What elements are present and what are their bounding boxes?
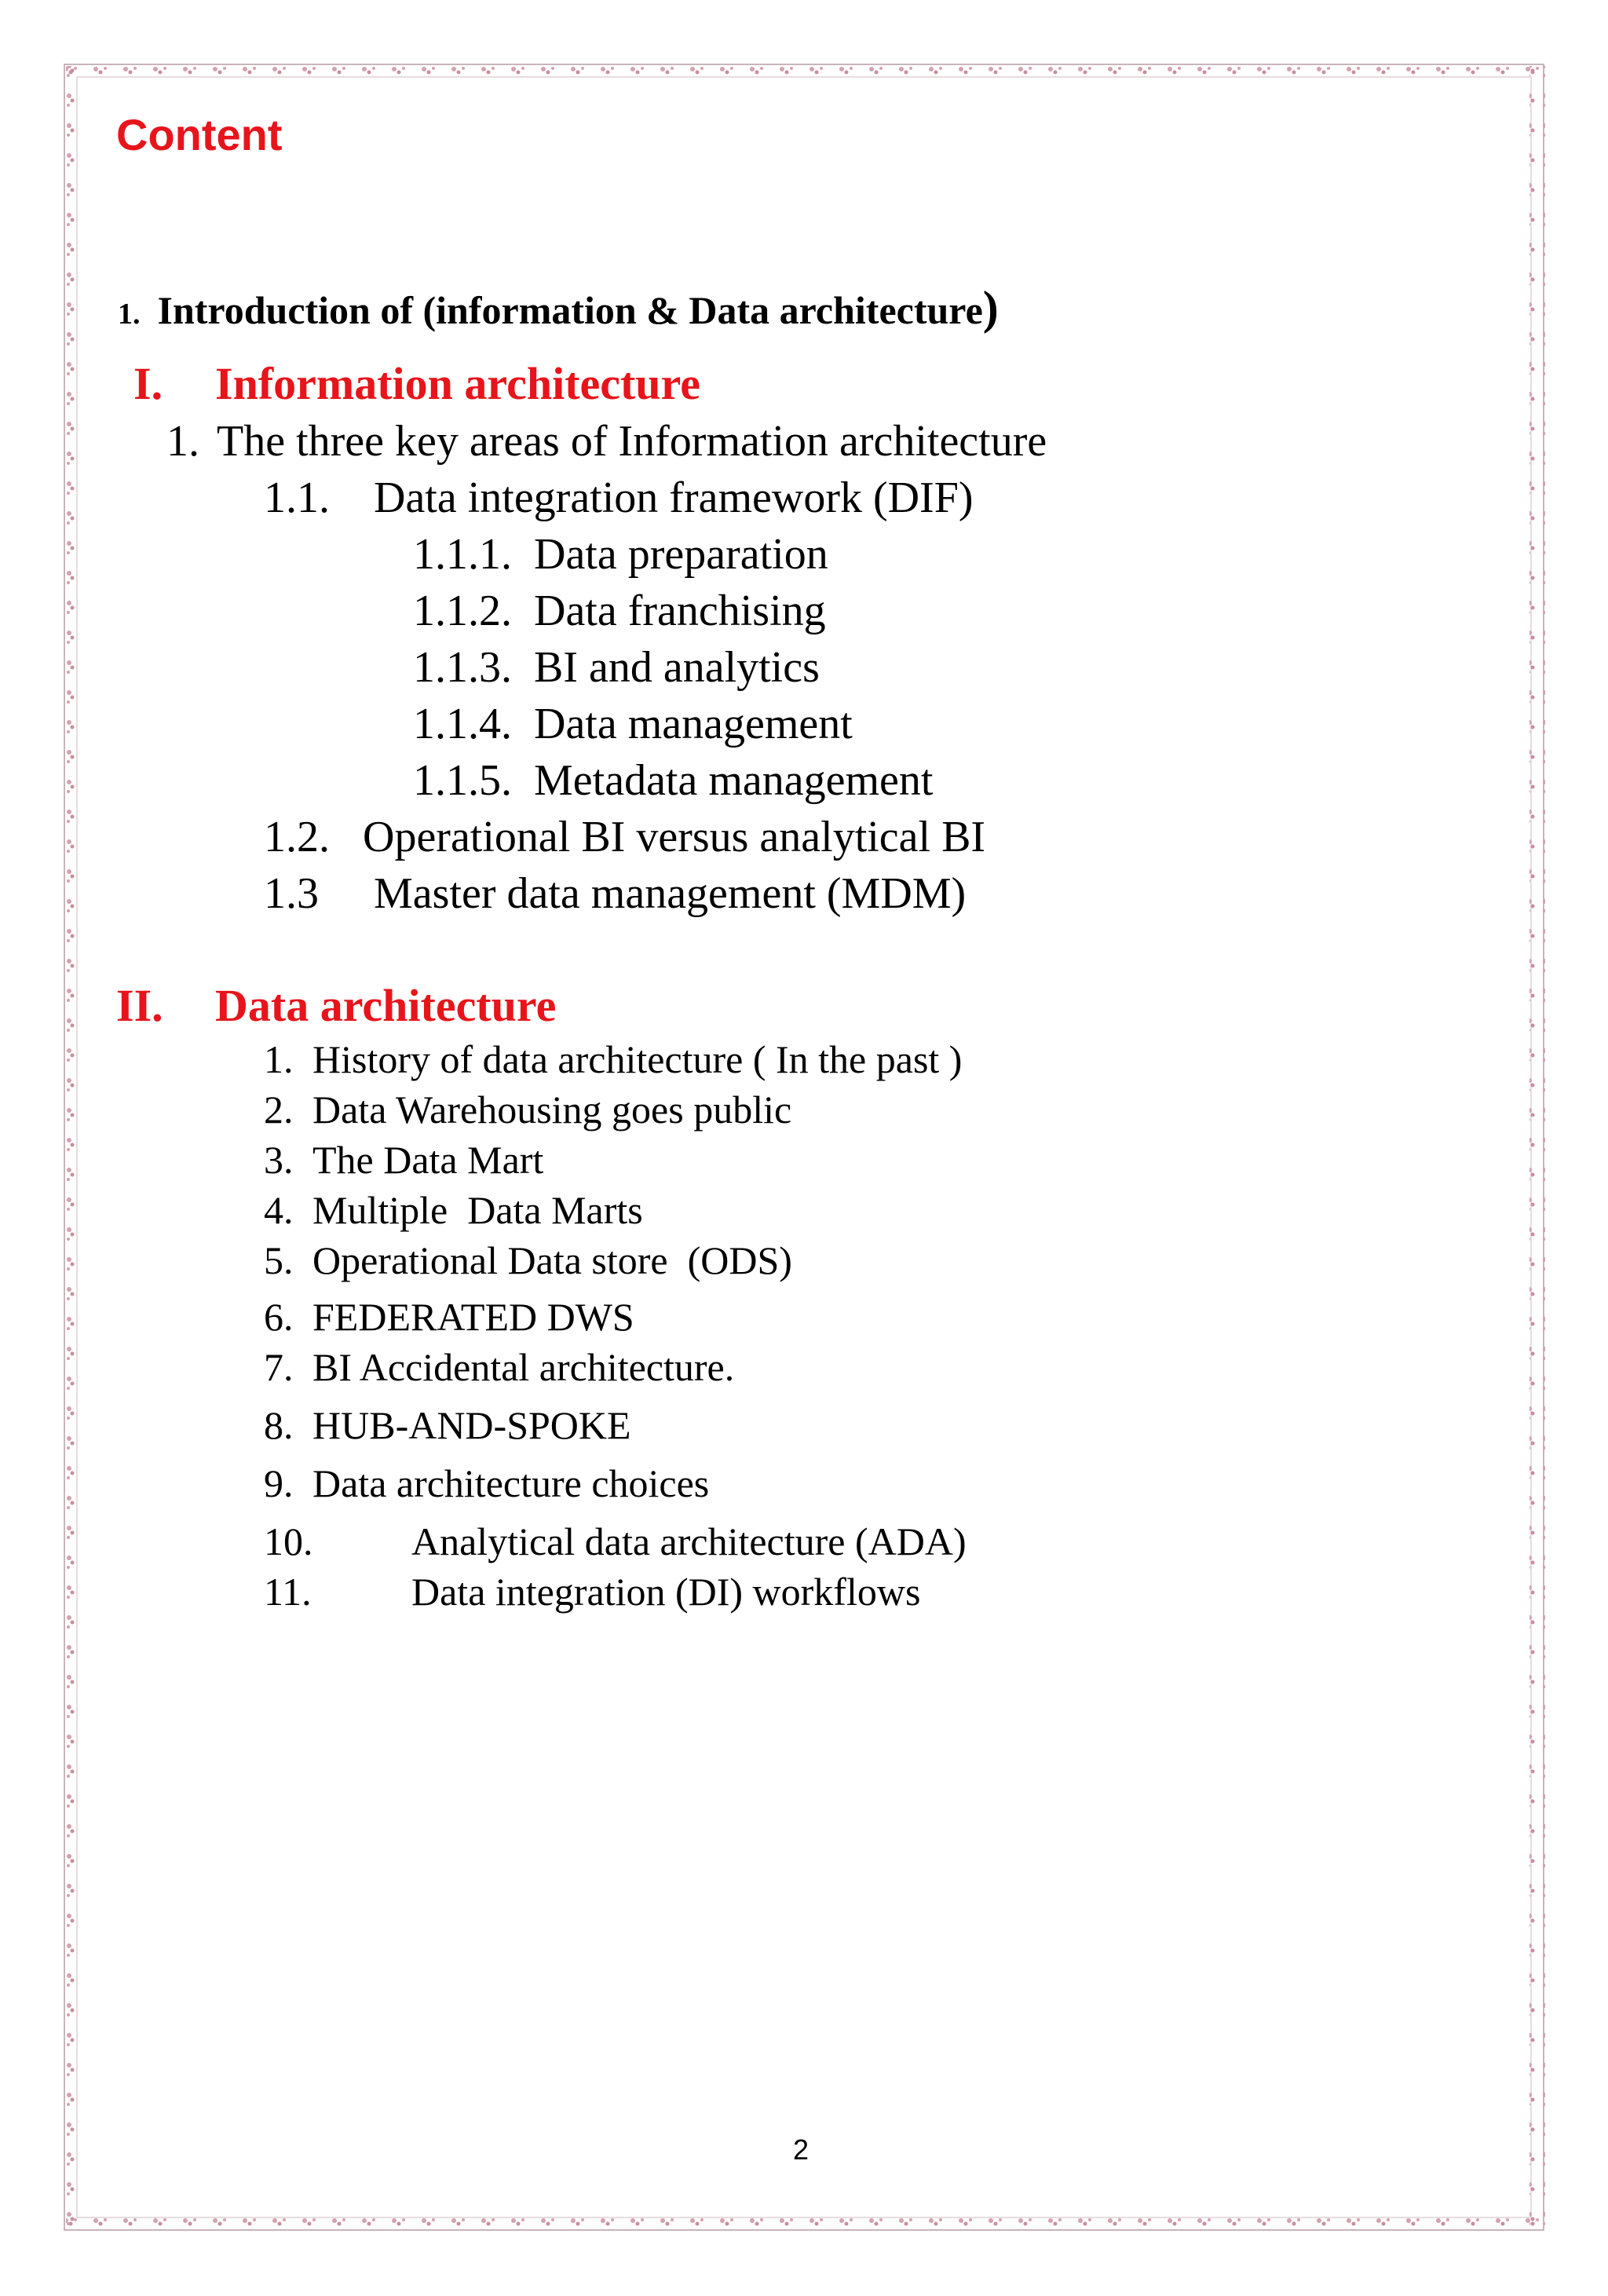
toc-item — [264, 1519, 967, 1563]
toc-item-text: Data management — [534, 700, 853, 748]
toc-item — [264, 1190, 643, 1230]
toc-item-number: 5. — [264, 1238, 294, 1282]
toc-item — [413, 643, 820, 692]
toc-item-text: Data integration framework (DIF) — [374, 473, 974, 522]
toc-item-text: Analytical data architecture (ADA) — [411, 1519, 967, 1563]
toc-item-number: 1.1.5. — [413, 756, 512, 805]
section-1-heading — [133, 358, 701, 409]
toc-item-text: HUB-AND-SPOKE — [312, 1403, 631, 1447]
toc-item — [264, 815, 985, 859]
page-number: 2 — [793, 2133, 809, 2166]
toc-item — [264, 1238, 792, 1282]
toc-item-number: 1.1. — [264, 473, 330, 522]
intro-number: 1. — [118, 298, 141, 331]
toc-item-number: 3. — [264, 1138, 294, 1182]
content-title: Content — [116, 110, 283, 159]
toc-item — [413, 589, 826, 633]
toc-item-number: 1.1.4. — [413, 700, 512, 748]
toc-item-text: History of data architecture ( In the past ) — [312, 1037, 963, 1081]
section-2-numeral: II. — [116, 980, 163, 1031]
toc-item-number: 8. — [264, 1403, 294, 1447]
toc-item-number: 2. — [264, 1088, 294, 1132]
toc-item-number: 9. — [264, 1461, 294, 1505]
toc-item-text: Operational Data store (ODS) — [312, 1238, 792, 1282]
toc-item — [264, 1088, 792, 1132]
toc-item-text: FEDERATED DWS — [312, 1295, 634, 1339]
toc-item-number: 6. — [264, 1295, 294, 1339]
toc-item-number: 4. — [264, 1188, 294, 1232]
toc-item-number: 1.1.3. — [413, 643, 512, 692]
section-2-title: Data architecture — [215, 980, 557, 1031]
toc-item — [264, 869, 967, 918]
toc-item-text: Master data management (MDM) — [374, 869, 967, 918]
toc-item — [264, 1037, 963, 1081]
toc-item-text: Data architecture choices — [312, 1461, 710, 1505]
section-2-heading — [116, 980, 557, 1031]
toc-item-number: 1.1.1. — [413, 530, 512, 579]
toc-item-text: Data preparation — [534, 530, 828, 579]
toc-item-text: The Data Mart — [312, 1138, 544, 1182]
toc-item-number: 1. — [166, 417, 199, 466]
intro-heading — [118, 282, 999, 334]
section-1-title: Information architecture — [215, 358, 701, 409]
toc-item — [413, 756, 934, 805]
toc-item — [264, 1138, 544, 1182]
intro-closing: ) — [982, 282, 999, 334]
toc-item — [413, 530, 828, 579]
toc-item-text: The three key areas of Information architecture — [217, 417, 1047, 466]
toc-item-text: BI Accidental architecture. — [312, 1345, 735, 1389]
toc-item — [264, 1403, 631, 1447]
toc-item-text: BI and analytics — [534, 643, 820, 692]
toc-item — [413, 702, 853, 746]
section-1-numeral: I. — [133, 358, 163, 409]
toc-item — [166, 417, 1047, 466]
toc-item-number: 1.3 — [264, 869, 319, 918]
toc-item-number: 7. — [264, 1345, 294, 1389]
toc-item-number: 11. — [264, 1570, 312, 1614]
toc-item-text: Metadata management — [534, 756, 934, 805]
toc-item-text: Data franchising — [534, 587, 826, 635]
toc-item — [264, 1570, 921, 1614]
toc-item — [264, 1295, 634, 1339]
toc-item-text: Data integration (DI) workflows — [411, 1570, 921, 1614]
toc-item-number: 10. — [264, 1519, 313, 1563]
toc-item-text: Multiple Data Marts — [312, 1188, 643, 1232]
toc-item — [264, 473, 974, 522]
toc-item — [264, 1461, 710, 1505]
toc-item-number: 1.2. — [264, 813, 330, 861]
toc-item-text: Operational BI versus analytical BI — [363, 813, 986, 861]
toc-item-text: Data Warehousing goes public — [312, 1088, 792, 1132]
toc-item-number: 1.1.2. — [413, 587, 512, 635]
toc-item-number: 1. — [264, 1037, 294, 1081]
toc-item — [264, 1347, 734, 1387]
intro-text: Introduction of (information & Data architecture — [157, 288, 983, 332]
